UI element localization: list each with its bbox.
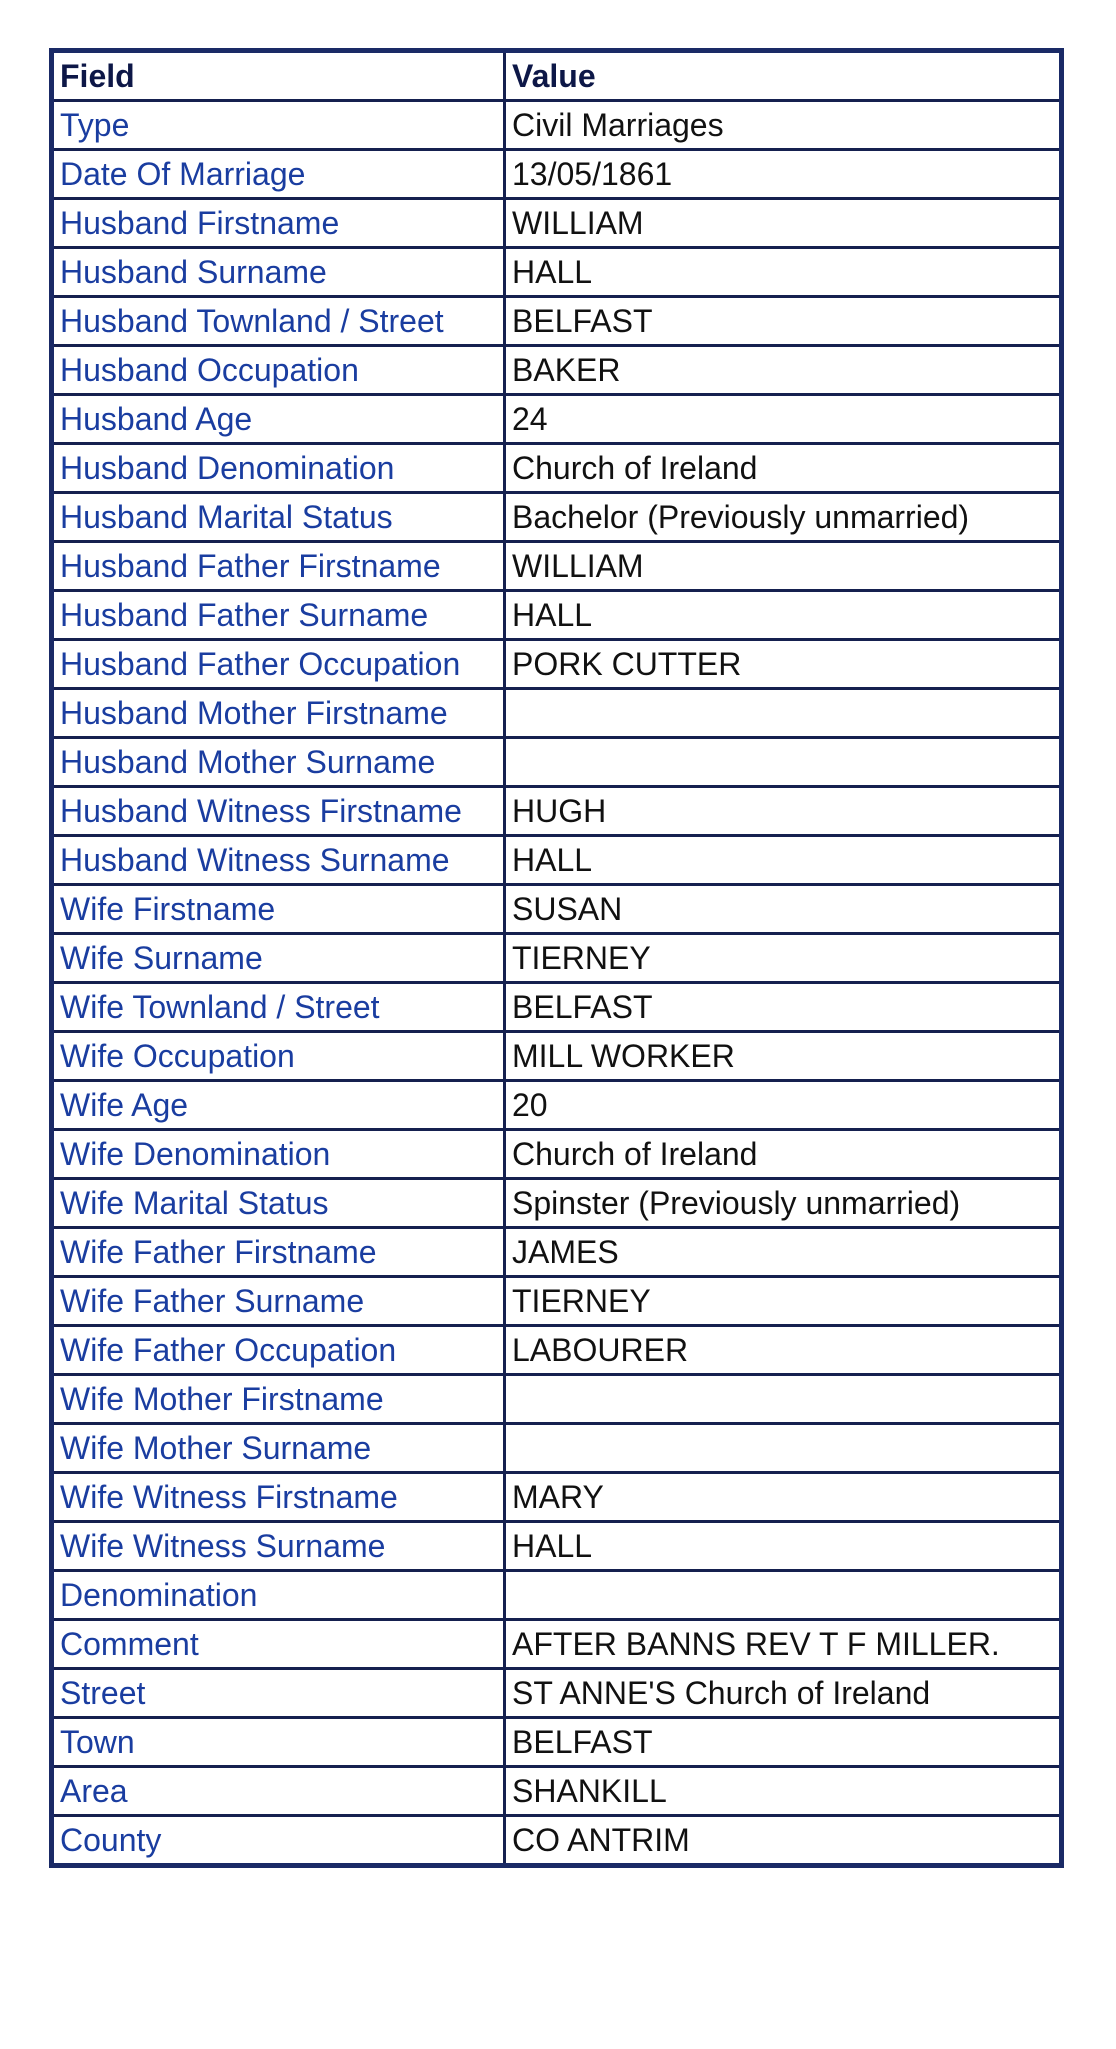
table-row <box>52 150 1062 199</box>
field-label-cell: Husband Firstname <box>52 199 505 248</box>
field-value-cell: WILLIAM <box>505 199 1062 248</box>
table-row <box>52 1620 1062 1669</box>
field-value-cell: SHANKILL <box>505 1767 1062 1816</box>
table-row <box>52 199 1062 248</box>
field-label-cell: Wife Age <box>52 1081 505 1130</box>
table-row <box>52 640 1062 689</box>
field-label-cell: Husband Townland / Street <box>52 297 505 346</box>
table-row <box>52 934 1062 983</box>
table-row <box>52 1767 1062 1816</box>
field-value-cell: HALL <box>505 591 1062 640</box>
table-row <box>52 346 1062 395</box>
field-value-cell: HALL <box>505 248 1062 297</box>
table-body <box>52 101 1062 1866</box>
field-label-cell: Husband Witness Surname <box>52 836 505 885</box>
field-label-cell: Husband Witness Firstname <box>52 787 505 836</box>
field-value-cell: TIERNEY <box>505 1277 1062 1326</box>
table-row <box>52 444 1062 493</box>
table-row <box>52 885 1062 934</box>
field-value-cell: HUGH <box>505 787 1062 836</box>
table-header-row <box>52 51 1062 101</box>
field-value-cell: WILLIAM <box>505 542 1062 591</box>
table-row <box>52 1669 1062 1718</box>
field-value-cell: CO ANTRIM <box>505 1816 1062 1866</box>
table-row <box>52 787 1062 836</box>
field-value-cell: 24 <box>505 395 1062 444</box>
field-label-cell: Wife Mother Surname <box>52 1424 505 1473</box>
field-value-cell: LABOURER <box>505 1326 1062 1375</box>
field-label-cell: Wife Witness Surname <box>52 1522 505 1571</box>
table-row <box>52 1816 1062 1866</box>
field-label-cell: Wife Townland / Street <box>52 983 505 1032</box>
field-value-cell: HALL <box>505 836 1062 885</box>
field-value-cell: TIERNEY <box>505 934 1062 983</box>
table-row <box>52 1473 1062 1522</box>
table-row <box>52 395 1062 444</box>
field-value-cell: Bachelor (Previously unmarried) <box>505 493 1062 542</box>
field-label-cell: Wife Father Surname <box>52 1277 505 1326</box>
table-row <box>52 1179 1062 1228</box>
field-label-cell: Comment <box>52 1620 505 1669</box>
table-row <box>52 836 1062 885</box>
field-label-cell: Husband Mother Firstname <box>52 689 505 738</box>
field-value-cell: MILL WORKER <box>505 1032 1062 1081</box>
field-label-cell: Wife Mother Firstname <box>52 1375 505 1424</box>
field-value-cell: AFTER BANNS REV T F MILLER. <box>505 1620 1062 1669</box>
table-row <box>52 1032 1062 1081</box>
table-row <box>52 1277 1062 1326</box>
table-row <box>52 591 1062 640</box>
table-row <box>52 1571 1062 1620</box>
table-row <box>52 248 1062 297</box>
field-value-cell: BELFAST <box>505 983 1062 1032</box>
field-value-cell: 13/05/1861 <box>505 150 1062 199</box>
field-value-cell: JAMES <box>505 1228 1062 1277</box>
field-label-cell: Husband Age <box>52 395 505 444</box>
table-row <box>52 542 1062 591</box>
field-label-cell: Husband Occupation <box>52 346 505 395</box>
table-row <box>52 297 1062 346</box>
field-value-cell: PORK CUTTER <box>505 640 1062 689</box>
field-value-cell <box>505 1375 1062 1424</box>
field-value-cell: MARY <box>505 1473 1062 1522</box>
field-label-cell: Street <box>52 1669 505 1718</box>
field-value-cell: Spinster (Previously unmarried) <box>505 1179 1062 1228</box>
table-row <box>52 738 1062 787</box>
table-row <box>52 983 1062 1032</box>
marriage-record-table <box>49 48 1064 1868</box>
field-label-cell: Wife Occupation <box>52 1032 505 1081</box>
field-label-cell: Husband Father Occupation <box>52 640 505 689</box>
field-label-cell: Wife Denomination <box>52 1130 505 1179</box>
table-row <box>52 1424 1062 1473</box>
field-label-cell: Town <box>52 1718 505 1767</box>
field-value-cell: HALL <box>505 1522 1062 1571</box>
field-label-cell: Husband Denomination <box>52 444 505 493</box>
field-value-cell <box>505 1571 1062 1620</box>
field-value-cell: 20 <box>505 1081 1062 1130</box>
table-row <box>52 1228 1062 1277</box>
field-value-cell: Civil Marriages <box>505 101 1062 150</box>
field-column-header: Field <box>52 51 505 101</box>
field-value-cell: SUSAN <box>505 885 1062 934</box>
value-column-header: Value <box>505 51 1062 101</box>
table-row <box>52 1375 1062 1424</box>
field-value-cell <box>505 1424 1062 1473</box>
table-row <box>52 1718 1062 1767</box>
table-row <box>52 1081 1062 1130</box>
field-value-cell: BELFAST <box>505 297 1062 346</box>
field-label-cell: Wife Father Firstname <box>52 1228 505 1277</box>
table-row <box>52 689 1062 738</box>
table-row <box>52 1130 1062 1179</box>
field-label-cell: Husband Father Surname <box>52 591 505 640</box>
field-value-cell <box>505 689 1062 738</box>
field-label-cell: Type <box>52 101 505 150</box>
field-label-cell: Area <box>52 1767 505 1816</box>
field-label-cell: Wife Surname <box>52 934 505 983</box>
field-label-cell: Date Of Marriage <box>52 150 505 199</box>
table-row <box>52 1522 1062 1571</box>
field-value-cell: BAKER <box>505 346 1062 395</box>
field-label-cell: County <box>52 1816 505 1866</box>
field-label-cell: Wife Firstname <box>52 885 505 934</box>
field-value-cell: Church of Ireland <box>505 444 1062 493</box>
field-label-cell: Husband Mother Surname <box>52 738 505 787</box>
field-label-cell: Husband Father Firstname <box>52 542 505 591</box>
field-label-cell: Wife Marital Status <box>52 1179 505 1228</box>
field-value-cell: BELFAST <box>505 1718 1062 1767</box>
field-value-cell: ST ANNE'S Church of Ireland <box>505 1669 1062 1718</box>
field-label-cell: Wife Witness Firstname <box>52 1473 505 1522</box>
field-label-cell: Husband Marital Status <box>52 493 505 542</box>
field-label-cell: Wife Father Occupation <box>52 1326 505 1375</box>
field-label-cell: Denomination <box>52 1571 505 1620</box>
field-value-cell: Church of Ireland <box>505 1130 1062 1179</box>
table-row <box>52 493 1062 542</box>
table-row <box>52 101 1062 150</box>
field-label-cell: Husband Surname <box>52 248 505 297</box>
table-row <box>52 1326 1062 1375</box>
field-value-cell <box>505 738 1062 787</box>
